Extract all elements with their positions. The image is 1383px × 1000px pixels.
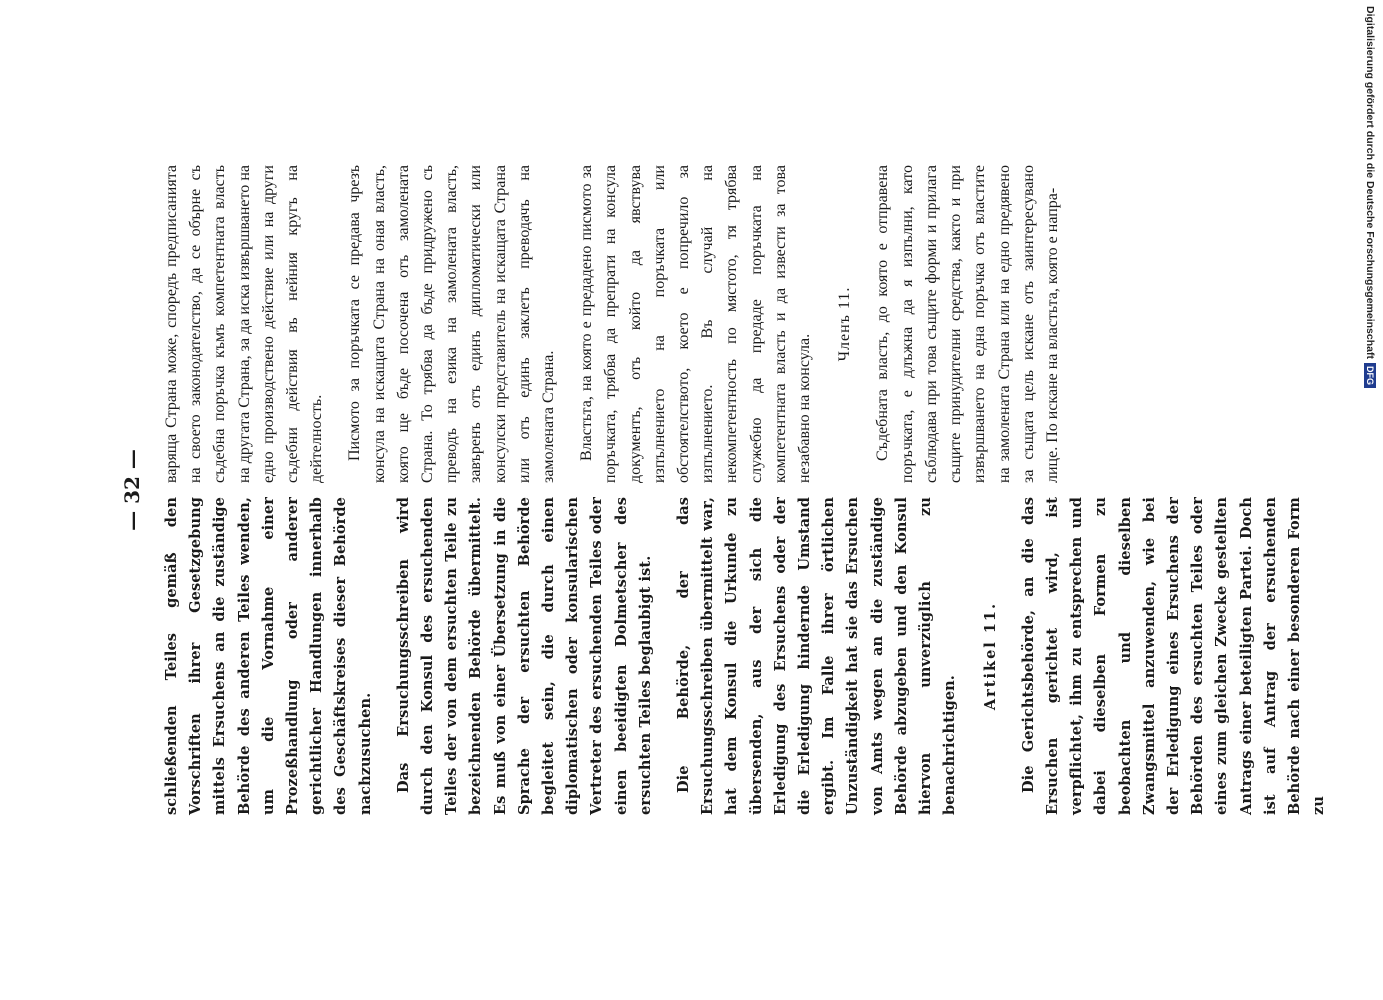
german-paragraph-2: Das Ersuchungsschreiben wird durch den Konsul des ersuchenden Teiles der von dem ersuchten Teile zu bezeichnenden Behörde übermittelt. Es muß von einer Übersetzung in die Sprache der ersuchten Behörde begleitet sein, die durch einen diplomatischen oder konsularischen Vertreter des ersuchenden Teiles oder einen beeidigten Dolmetscher des ersuchten Teiles beglaubigt ist. <box>394 497 654 815</box>
german-paragraph-1: schließenden Teiles gemäß den Vorschriften ihrer Gesetzgebung mittels Ersuchens an die zuständige Behörde des anderen Teiles wenden, um die Vornahme einer Prozeßhandlung oder anderer gerichtlicher Handlungen innerhalb des Geschäftskreises dieser Behörde nachzusuchen. <box>163 497 374 815</box>
german-paragraph-4: Die Gerichtsbehörde, an die das Ersuchen gerichtet wird, ist verpflichtet, ihm zu entsprechen und dabei dieselben Formen zu beobachten und dieselben Zwangsmittel anzuwenden, wie bei der Erledigung eines Ersuchens der Behörden des ersuchten Teiles oder eines zum gleichen Zwecke gestellten Antrags einer beteiligten Partei. Doch ist auf Antrag der ersuchenden Behörde nach einer besonderen Form zu <box>1019 497 1328 815</box>
german-column <box>160 497 1345 815</box>
german-article-heading: Artikel 11. <box>981 601 999 711</box>
page-number: — 32 — <box>120 449 144 531</box>
bulgarian-article-heading: Членъ 11. <box>836 286 854 362</box>
digitization-note <box>1359 6 1381 396</box>
rotated-page-content <box>120 165 1328 815</box>
dfg-logo: DFG <box>1364 363 1376 388</box>
german-paragraph-3: Die Behörde, der das Ersuchungsschreiben übermittelt war, hat dem Konsul die Urkunde zu übersenden, aus der sich die Erledigung des Ersuchens oder der die Erledigung hindernde Umstand ergibt. Im Falle ihrer örtlichen Unzuständigkeit hat sie das Ersuchen von Amts wegen an die zuständige Behörde abzugeben und den Konsul hiervon unverzüglich zu benachrichtigen. <box>675 497 959 815</box>
digitization-note-rotated <box>1359 6 1381 396</box>
digitization-note-text: Digitalisierung gefördert durch die Deutsche Forschungsgemeinschaft <box>1364 6 1376 359</box>
bulgarian-column <box>160 165 1079 483</box>
bulgarian-paragraph-1: варяща Страна може, споредъ предписанията на своето законодателство, да се обърне съ съдебна поръчка къмъ компетентната власть на другата Страна, за да иска извършването на едно производствено действие или на други съдебни действия въ нейния кругъ на дейтелность. <box>163 165 326 483</box>
bulgarian-paragraph-4: Съдебната власть, до която е отправена поръчката, е длъжна да я изпълни, като съблюдава при това същите форми и прилага същите принудителни средства, както и при извършването на една поръчка отъ властите на замолената Страна или на едно предявено за същата цель искане отъ заинтересувано лице. По искане на властьта, която е напра- <box>874 165 1061 483</box>
document-page <box>120 165 1328 815</box>
bulgarian-paragraph-3: Властьта, на която е предадено писмото за поръчката, трябва да препрати на консула документъ, отъ който да явствува изпълнението на поръчката или обстоятелството, което е попречило за изпълнението. Въ случай на некомпетентность по мястото, тя трябва служебно да предаде поръчката на компетентната власть и да извести за това незабавно на консула. <box>578 165 814 483</box>
bulgarian-paragraph-2: Писмото за поръчката се предава чрезъ консула на искащата Страна на оная власть, която ще бъде посочена отъ замолената Страна. То трябва да бъде придружено съ преводъ на езика на замолената власть, завъренъ отъ единъ дипломатически или консулски представитель на искащата Страна или отъ единъ заклетъ преводачъ на замолената Страна. <box>346 165 558 483</box>
